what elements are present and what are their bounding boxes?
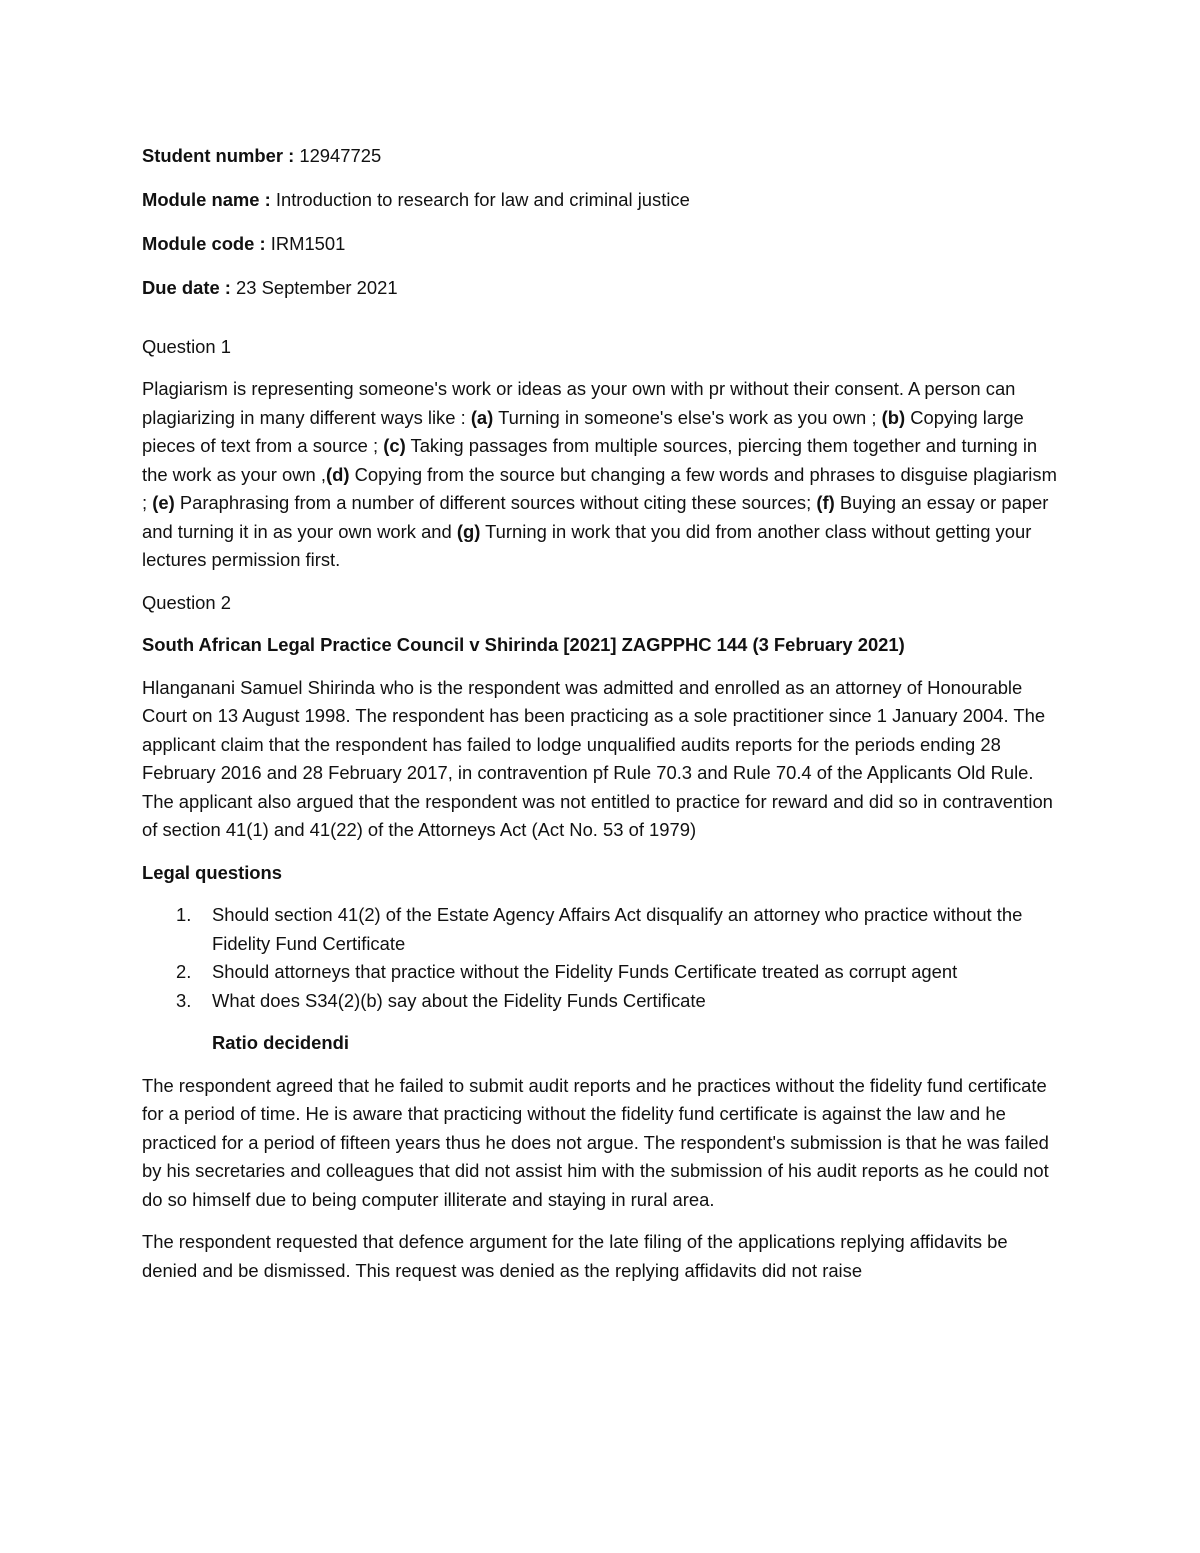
document-content [142,142,1062,1299]
list-item-text: Should attorneys that practice without the Fidelity Funds Certificate treated as corrupt agent [212,961,958,982]
list-item-number: 2. [176,961,192,982]
q1-f-label: (f) [816,492,835,513]
question-1-answer [142,375,1062,575]
list-item [142,987,1062,1016]
list-item-text: What does S34(2)(b) say about the Fidelity Funds Certificate [212,989,706,1011]
case-facts: Hlanganani Samuel Shirinda who is the respondent was admitted and enrolled as an attorney of Honourable Court on 13 August 1998. The respondent has been practicing as a sole practitioner since 1 January 2004. The applicant claim that the respondent has failed to lodge unqualified audits reports for the periods ending 28 February 2016 and 28 February 2017, in contravention pf Rule 70.3 and Rule 70.4 of the Applicants Old Rule. The applicant also argued that the respondent was not entitled to practice for reward and did so in contravention of section 41(1) and 41(22) of the Attorneys Act (Act No. 53 of 1979) [142,676,1053,840]
q1-a-text: Turning in someone's else's work as you own ; [493,406,882,428]
question-1-heading: Question 1 [142,335,231,357]
q1-e-text: Paraphrasing from a number of different sources without citing these sources; [174,492,817,513]
due-date-label: Due date : [142,277,231,298]
list-item [142,958,1062,987]
q1-b-label: (b) [881,406,906,428]
module-name-value: Introduction to research for law and criminal justice [270,189,690,210]
q1-f-text: Buying an essay or paper and turning it in as your own work and [142,492,1049,542]
assignment-header [142,142,1062,303]
q1-a-label: (a) [470,406,494,428]
ratio-decidendi-heading: Ratio decidendi [212,1032,349,1053]
legal-questions-list [142,901,1062,1015]
module-name-label: Module name : [142,189,271,210]
q1-e-label: (e) [152,492,175,513]
q1-b-text: Copying large pieces of text from a source ; [142,406,1024,456]
student-number-label: Student number : [142,145,295,166]
q1-d-label: (d) [326,463,350,485]
q1-intro: Plagiarism is representing someone's work or ideas as your own with pr without their consent. A person can plagiarizing in many different ways like : [142,378,1016,428]
list-item-number: 3. [176,989,192,1011]
q1-g-text: Turning in work that you did from another class without getting your lectures permission first. [142,520,1032,570]
q1-d-text: Copying from the source but changing a few words and phrases to disguise plagiarism ; [142,463,1057,513]
q1-c-text: Taking passages from multiple sources, piercing them together and turning in the work as your own , [142,435,1038,485]
student-number-line [142,142,1062,171]
legal-questions-heading: Legal questions [142,861,282,883]
ratio-paragraph-1: The respondent agreed that he failed to submit audit reports and he practices without the fidelity fund certificate for a period of time. He is aware that practicing without the fidelity fund certificate is against the law and he practiced for a period of fifteen years thus he does not argue. The respondent's submission is that he was failed by his secretaries and colleagues that did not assist him with the submission of his audit reports as he could not do so himself due to being computer illiterate and staying in rural area. [142,1074,1049,1210]
module-name-line [142,186,1062,215]
list-item-text: Should section 41(2) of the Estate Agency Affairs Act disqualify an attorney who practice without the Fidelity Fund Certificate [212,904,1023,954]
due-date-value: 23 September 2021 [230,277,398,298]
module-code-value: IRM1501 [265,233,346,254]
student-number-value: 12947725 [294,145,382,166]
due-date-line [142,274,1062,303]
q1-c-label: (c) [383,435,406,456]
ratio-paragraph-2: The respondent requested that defence argument for the late filing of the applications replying affidavits be denied and be dismissed. This request was denied as the replying affidavits did not raise [142,1231,1008,1281]
list-item-number: 1. [176,904,192,925]
case-title: South African Legal Practice Council v Shirinda [2021] ZAGPPHC 144 (3 February 2021) [142,634,905,655]
list-item [142,901,1062,958]
module-code-line [142,230,1062,259]
question-2-heading: Question 2 [142,591,231,613]
module-code-label: Module code : [142,233,266,254]
q1-g-label: (g) [456,520,481,542]
